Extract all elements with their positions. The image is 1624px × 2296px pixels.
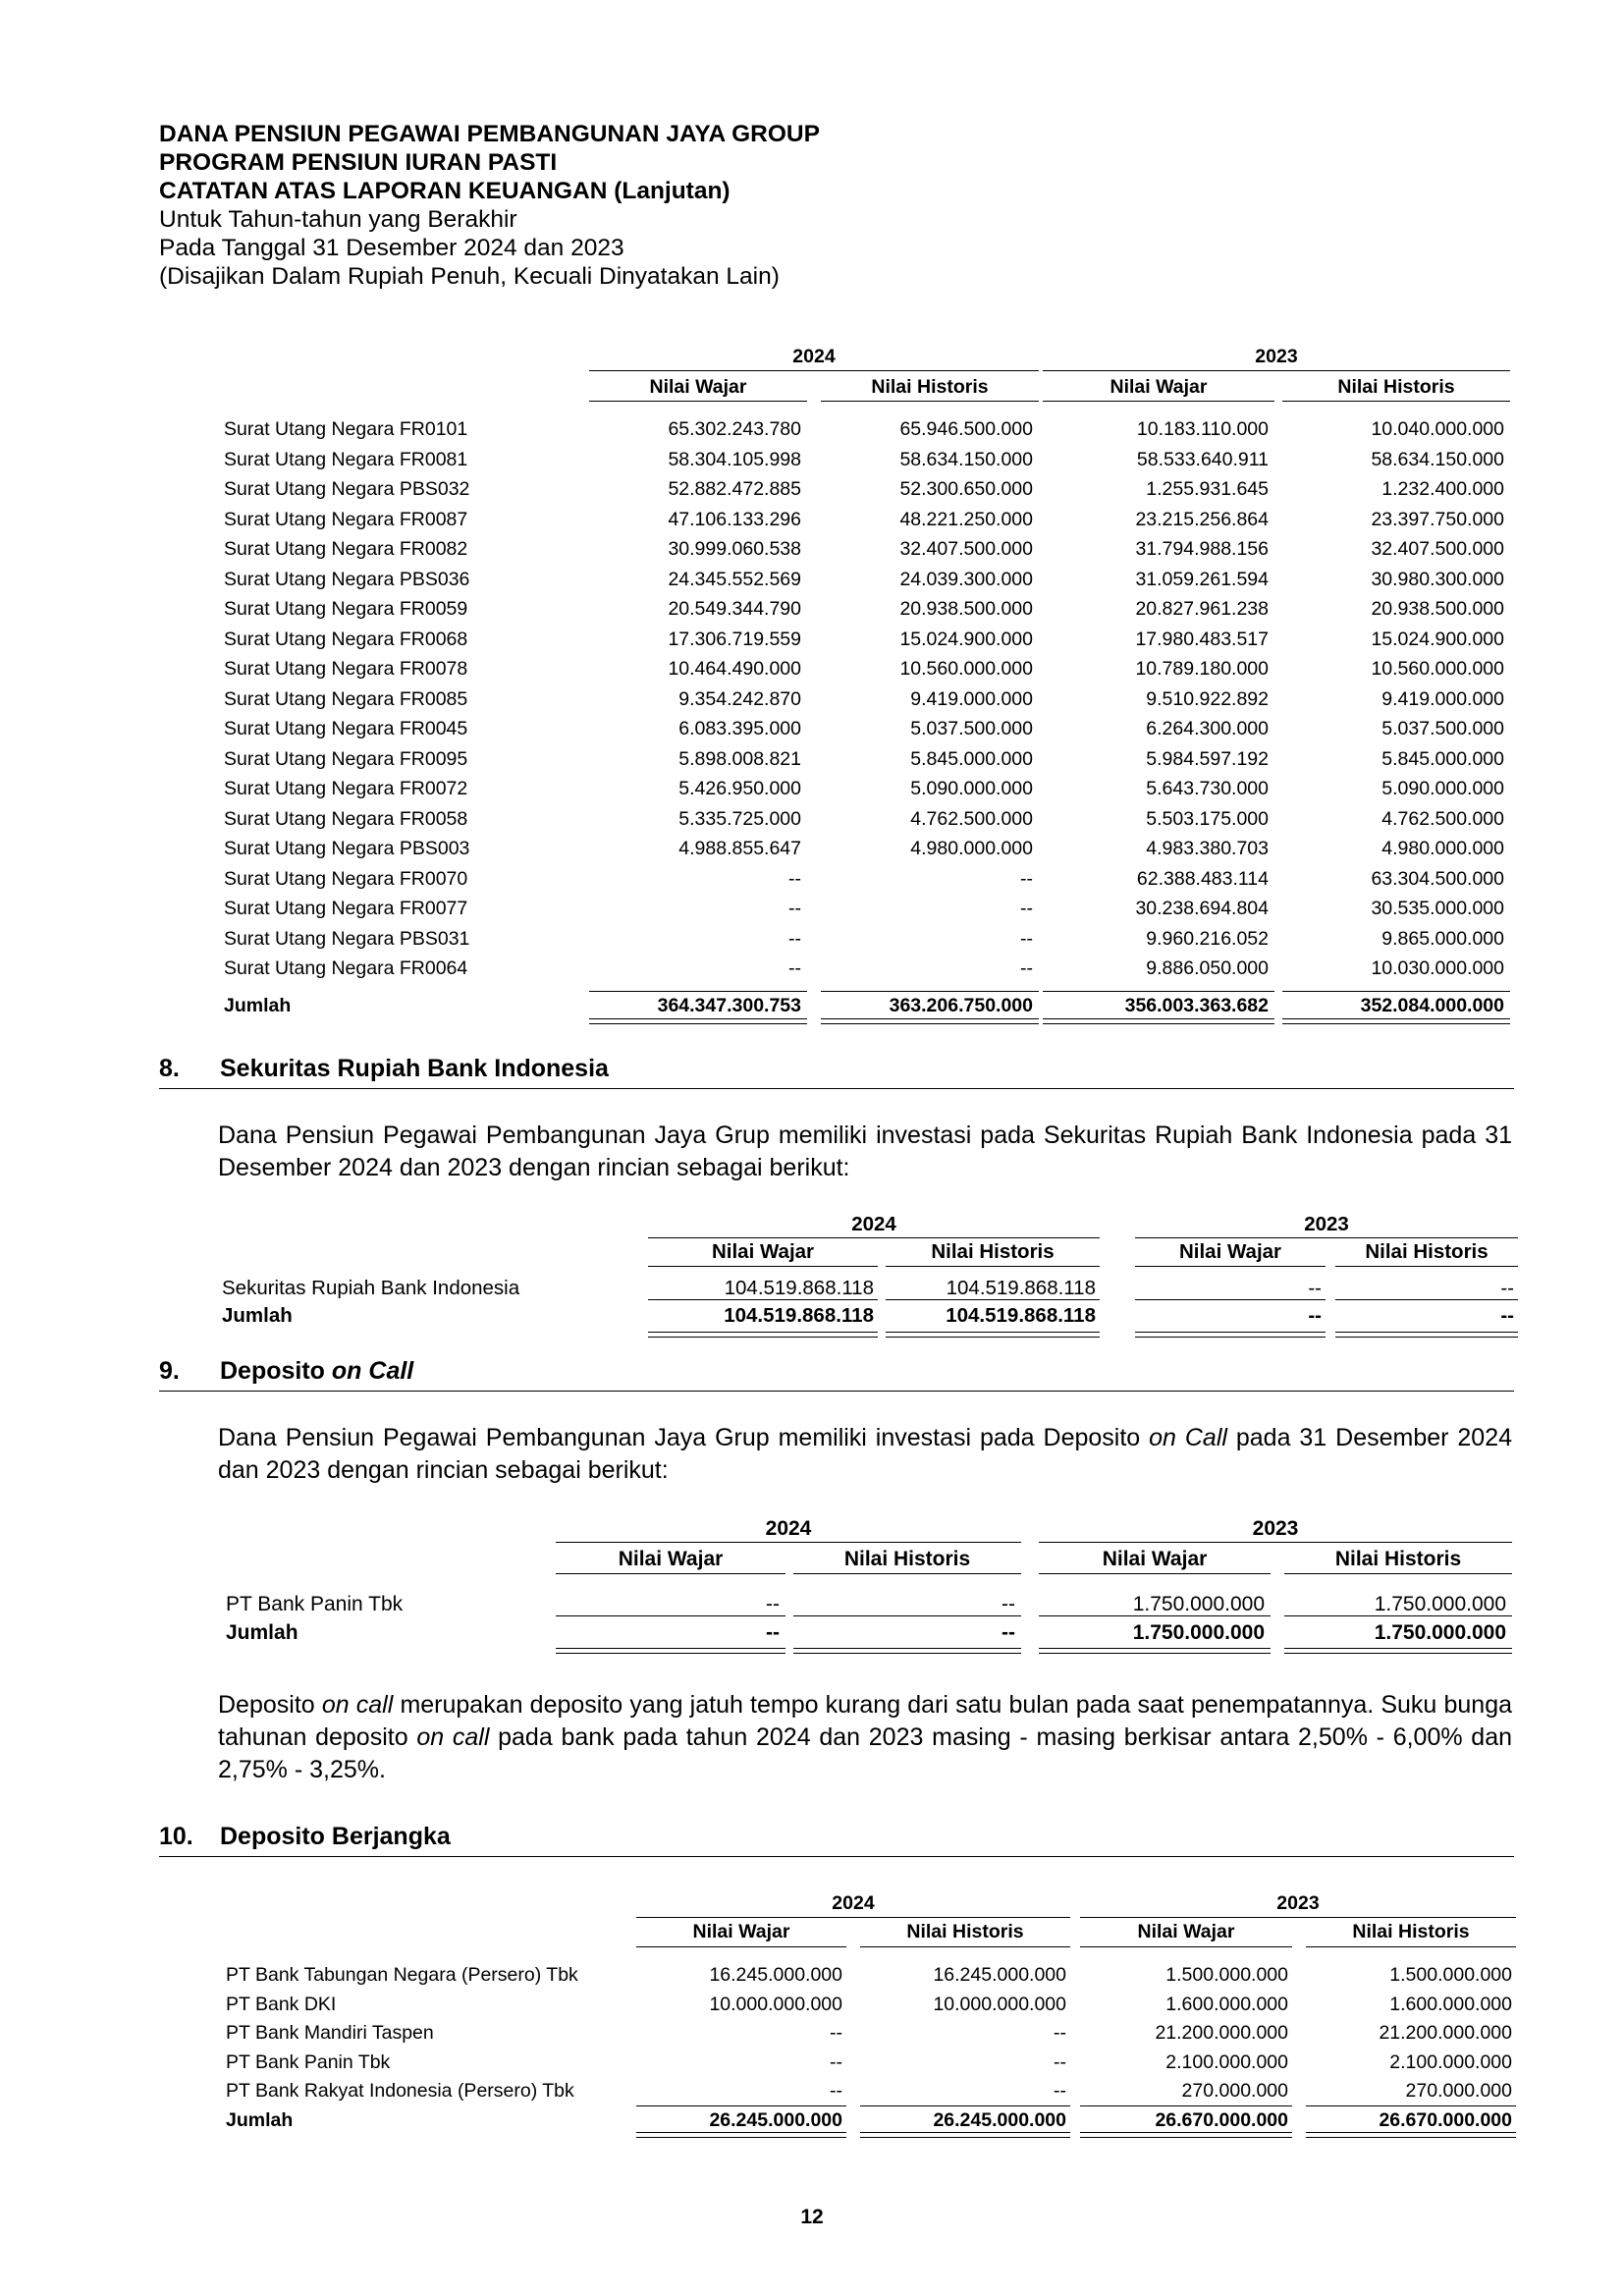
subtotal-rule [1306,2105,1516,2106]
cell-value: 4.762.500.000 [910,807,1033,830]
cell-value: -- [788,927,801,950]
cell-value: 58.304.105.998 [668,448,801,470]
cell-value: -- [830,2022,842,2044]
cell-value: 52.882.472.885 [668,478,801,500]
column-header: Nilai Wajar [1137,1921,1235,1942]
page-number: 12 [800,2206,824,2228]
cell-value: 270.000.000 [1405,2080,1512,2102]
column-header: Nilai Wajar [1110,376,1208,398]
cell-value: 21.200.000.000 [1155,2022,1288,2044]
section-number: 9. [159,1357,180,1385]
cell-value: 30.980.300.000 [1371,568,1504,590]
cell-value: 4.983.380.703 [1146,838,1269,859]
section-number: 8. [159,1055,180,1082]
cell-value: 10.560.000.000 [899,658,1033,680]
cell-value: 16.245.000.000 [709,1964,842,1986]
cell-value: 104.519.868.118 [724,1277,874,1299]
row-label: Surat Utang Negara FR0068 [224,628,468,650]
row-label: Surat Utang Negara FR0101 [224,418,468,440]
section-number: 10. [159,1823,193,1850]
cell-value: 1.750.000.000 [1374,1593,1506,1615]
row-label: PT Bank DKI [226,1993,337,2015]
cell-value: 24.039.300.000 [899,568,1033,590]
total-double-rule [636,2132,846,2138]
column-header: Nilai Historis [1365,1240,1489,1263]
row-label: Surat Utang Negara PBS036 [224,568,470,590]
column-header-rule [1306,1946,1516,1947]
cell-value: 10.464.490.000 [668,658,801,680]
cell-value: -- [1054,2080,1066,2102]
cell-value: 10.040.000.000 [1371,418,1504,440]
row-label: Surat Utang Negara FR0095 [224,747,468,770]
column-header: Nilai Wajar [649,376,747,398]
cell-value: 5.335.725.000 [678,807,801,830]
row-label: Sekuritas Rupiah Bank Indonesia [222,1277,520,1299]
row-label: Surat Utang Negara FR0064 [224,957,468,979]
year-header-2023: 2023 [1304,1213,1349,1235]
row-label: Surat Utang Negara FR0070 [224,867,468,890]
cell-value: 9.419.000.000 [910,687,1033,710]
column-header: Nilai Wajar [1102,1548,1208,1570]
para-text: pada bank pada tahun 2024 dan 2023 masing - masing berkisar antara 2,50% - 6,00% dan 2,75% - 3,25%. [218,1723,1513,1783]
para-italic: on Call [1149,1424,1227,1451]
cell-value: 17.980.483.517 [1135,628,1269,650]
section-8-paragraph: Dana Pensiun Pegawai Pembangunan Jaya Grup memiliki investasi pada Sekuritas Rupiah Bank Indonesia pada 31 Desember 2024 dan 2023 dengan rincian sebagai berikut: [218,1121,1512,1181]
section-title: Deposito Berjangka [220,1823,451,1850]
total-value: 26.245.000.000 [933,2109,1066,2131]
row-label: Surat Utang Negara PBS032 [224,478,470,500]
cell-value: -- [1500,1277,1514,1299]
cell-value: 4.762.500.000 [1381,807,1504,830]
cell-value: 31.059.261.594 [1135,568,1269,590]
cell-value: 47.106.133.296 [668,508,801,530]
header-entity: DANA PENSIUN PEGAWAI PEMBANGUNAN JAYA GROUP [159,121,820,147]
total-value: -- [766,1621,780,1644]
section-title-plain: Deposito [220,1357,332,1385]
cell-value: -- [1054,2022,1066,2044]
cell-value: 4.980.000.000 [910,838,1033,859]
year-header-2023: 2023 [1276,1892,1320,1914]
cell-value: 20.827.961.238 [1135,598,1269,620]
cell-value: 32.407.500.000 [899,538,1033,560]
year-header-2024: 2024 [832,1892,875,1914]
column-header: Nilai Historis [1334,1548,1462,1570]
column-header: Nilai Historis [906,1921,1024,1942]
total-label: Jumlah [226,1621,298,1644]
cell-value: 2.100.000.000 [1165,2050,1288,2073]
cell-value: 5.898.008.821 [678,747,801,770]
row-label: Surat Utang Negara FR0072 [224,778,468,799]
cell-value: 65.302.243.780 [668,418,801,440]
cell-value: 5.503.175.000 [1146,807,1269,830]
cell-value: 15.024.900.000 [899,628,1033,650]
total-value: 363.206.750.000 [889,995,1033,1016]
cell-value: 9.354.242.870 [678,687,801,710]
cell-value: 1.600.000.000 [1389,1993,1512,2015]
total-value: 352.084.000.000 [1360,995,1504,1016]
row-label: Surat Utang Negara FR0081 [224,448,468,470]
cell-value: 2.100.000.000 [1389,2050,1512,2073]
row-label: Surat Utang Negara FR0087 [224,508,468,530]
total-double-rule [1080,2132,1292,2138]
cell-value: 10.000.000.000 [709,1993,842,2015]
column-header: Nilai Historis [871,376,989,398]
cell-value: 9.960.216.052 [1146,927,1269,950]
cell-value: -- [830,2050,842,2073]
cell-value: 10.560.000.000 [1371,658,1504,680]
cell-value: 5.037.500.000 [1381,718,1504,739]
cell-value: -- [1001,1593,1015,1615]
cell-value: 9.510.922.892 [1146,687,1269,710]
subtotal-rule [860,2105,1070,2106]
year-rule [636,1917,1070,1918]
cell-value: 5.426.950.000 [678,778,801,799]
row-label: Surat Utang Negara PBS031 [224,927,470,950]
year-header-2024: 2024 [851,1213,896,1235]
cell-value: 4.988.855.647 [678,838,801,859]
total-value: -- [1001,1621,1015,1644]
year-rule [1080,1917,1516,1918]
cell-value: 30.535.000.000 [1371,898,1504,919]
column-header-rule [636,1946,846,1947]
cell-value: 31.794.988.156 [1135,538,1269,560]
cell-value: 23.397.750.000 [1371,508,1504,530]
column-header: Nilai Wajar [618,1548,724,1570]
total-label: Jumlah [224,995,292,1016]
cell-value: 5.090.000.000 [910,778,1033,799]
subtotal-rule [636,2105,846,2106]
cell-value: -- [1020,927,1033,950]
cell-value: 1.255.931.645 [1146,478,1269,500]
cell-value: 48.221.250.000 [899,508,1033,530]
cell-value: 10.000.000.000 [933,1993,1066,2015]
para-text: merupakan deposito yang jatuh tempo kurang dari satu bulan pada saat penempatannya. Suku bunga tahunan deposito [218,1691,1512,1751]
cell-value: 1.232.400.000 [1381,478,1504,500]
cell-value: 58.533.640.911 [1136,448,1269,470]
total-value: 364.347.300.753 [657,995,801,1016]
total-value: 26.245.000.000 [709,2109,842,2131]
total-value: -- [1308,1304,1322,1327]
cell-value: 52.300.650.000 [899,478,1033,500]
total-value: 26.670.000.000 [1155,2109,1288,2131]
subtotal-rule [1080,2105,1292,2106]
cell-value: 32.407.500.000 [1371,538,1504,560]
cell-value: 1.600.000.000 [1165,1993,1288,2015]
cell-value: 65.946.500.000 [899,418,1033,440]
year-header-2024: 2024 [792,346,836,367]
cell-value: -- [1020,867,1033,890]
cell-value: 20.938.500.000 [899,598,1033,620]
cell-value: 24.345.552.569 [668,568,801,590]
cell-value: -- [1308,1277,1322,1299]
total-value: -- [1500,1304,1514,1327]
total-value: 356.003.363.682 [1124,995,1269,1016]
total-value: 1.750.000.000 [1374,1621,1506,1644]
para-text: Deposito [218,1691,322,1719]
row-label: Surat Utang Negara FR0059 [224,598,468,620]
cell-value: 63.304.500.000 [1371,867,1504,890]
cell-value: -- [1020,898,1033,919]
row-label: Surat Utang Negara PBS003 [224,838,470,859]
cell-value: 6.083.395.000 [678,718,801,739]
row-label: PT Bank Rakyat Indonesia (Persero) Tbk [226,2080,574,2102]
total-value: 26.670.000.000 [1379,2109,1512,2131]
cell-value: 1.500.000.000 [1165,1964,1288,1986]
row-label: PT Bank Tabungan Negara (Persero) Tbk [226,1964,578,1986]
total-value: 104.519.868.118 [946,1304,1096,1327]
header-report-title: CATATAN ATAS LAPORAN KEUANGAN (Lanjutan) [159,178,731,204]
cell-value: 17.306.719.559 [668,628,801,650]
cell-value: -- [788,867,801,890]
cell-value: 20.938.500.000 [1371,598,1504,620]
column-header-rule [1080,1946,1292,1947]
cell-value: 58.634.150.000 [1371,448,1504,470]
row-label: Surat Utang Negara FR0085 [224,687,468,710]
header-period-1: Untuk Tahun-tahun yang Berakhir [159,206,517,233]
cell-value: 104.519.868.118 [946,1277,1096,1299]
cell-value: 4.980.000.000 [1381,838,1504,859]
cell-value: 9.865.000.000 [1381,927,1504,950]
cell-value: 20.549.344.790 [668,598,801,620]
column-header-rule [860,1946,1070,1947]
para-italic: on call [321,1691,394,1719]
row-label: Surat Utang Negara FR0058 [224,807,468,830]
cell-value: -- [1020,957,1033,979]
cell-value: -- [830,2080,842,2102]
cell-value: 23.215.256.864 [1135,508,1269,530]
cell-value: 5.845.000.000 [1381,747,1504,770]
column-header: Nilai Wajar [711,1240,815,1263]
cell-value: -- [1054,2050,1066,2073]
row-label: Surat Utang Negara FR0077 [224,898,468,919]
cell-value: 5.643.730.000 [1146,778,1269,799]
cell-value: 5.090.000.000 [1381,778,1504,799]
total-value: 104.519.868.118 [724,1304,874,1327]
cell-value: 1.750.000.000 [1132,1593,1265,1615]
row-label: Surat Utang Negara FR0082 [224,538,468,560]
cell-value: 270.000.000 [1181,2080,1288,2102]
cell-value: 10.030.000.000 [1371,957,1504,979]
column-header: Nilai Wajar [692,1921,790,1942]
cell-value: 5.845.000.000 [910,747,1033,770]
cell-value: 15.024.900.000 [1371,628,1504,650]
header-currency-note: (Disajikan Dalam Rupiah Penuh, Kecuali Dinyatakan Lain) [159,263,780,290]
cell-value: 9.419.000.000 [1381,687,1504,710]
cell-value: 9.886.050.000 [1146,957,1269,979]
cell-value: 30.999.060.538 [668,538,801,560]
para-italic: on call [416,1723,490,1751]
row-label: Surat Utang Negara FR0078 [224,658,468,680]
header-period-2: Pada Tanggal 31 Desember 2024 dan 2023 [159,235,624,261]
section-title-italic: on Call [331,1357,414,1385]
year-header-2023: 2023 [1252,1517,1299,1540]
year-header-2024: 2024 [765,1517,812,1540]
cell-value: 30.238.694.804 [1135,898,1269,919]
cell-value: 58.634.150.000 [899,448,1033,470]
column-header: Nilai Historis [931,1240,1055,1263]
year-header-2023: 2023 [1255,346,1298,367]
section-title: Sekuritas Rupiah Bank Indonesia [220,1055,609,1082]
cell-value: -- [788,957,801,979]
total-value: 1.750.000.000 [1132,1621,1265,1644]
time-deposits-table [226,0,1522,2296]
cell-value: 6.264.300.000 [1146,718,1269,739]
total-label: Jumlah [222,1304,293,1327]
cell-value: -- [788,898,801,919]
cell-value: 1.500.000.000 [1389,1964,1512,1986]
cell-value: 16.245.000.000 [933,1964,1066,1986]
row-label: PT Bank Mandiri Taspen [226,2022,434,2044]
total-double-rule [860,2132,1070,2138]
row-label: Surat Utang Negara FR0045 [224,718,468,739]
total-double-rule [1306,2132,1516,2138]
cell-value: 21.200.000.000 [1379,2022,1512,2044]
para-text: pada 31 Desember 2024 dan 2023 dengan rincian sebagai berikut: [218,1424,1512,1484]
column-header: Nilai Historis [1337,376,1455,398]
header-program: PROGRAM PENSIUN IURAN PASTI [159,149,558,176]
cell-value: -- [766,1593,780,1615]
cell-value: 62.388.483.114 [1136,867,1269,890]
total-label: Jumlah [226,2109,294,2131]
cell-value: 10.183.110.000 [1136,418,1269,440]
column-header: Nilai Wajar [1178,1240,1282,1263]
row-label: PT Bank Panin Tbk [226,2050,391,2073]
row-label: PT Bank Panin Tbk [226,1593,404,1615]
para-text: Dana Pensiun Pegawai Pembangunan Jaya Grup memiliki investasi pada Deposito [218,1424,1150,1451]
column-header: Nilai Historis [843,1548,971,1570]
cell-value: 10.789.180.000 [1135,658,1269,680]
column-header: Nilai Historis [1352,1921,1470,1942]
cell-value: 5.984.597.192 [1146,747,1269,770]
cell-value: 5.037.500.000 [910,718,1033,739]
